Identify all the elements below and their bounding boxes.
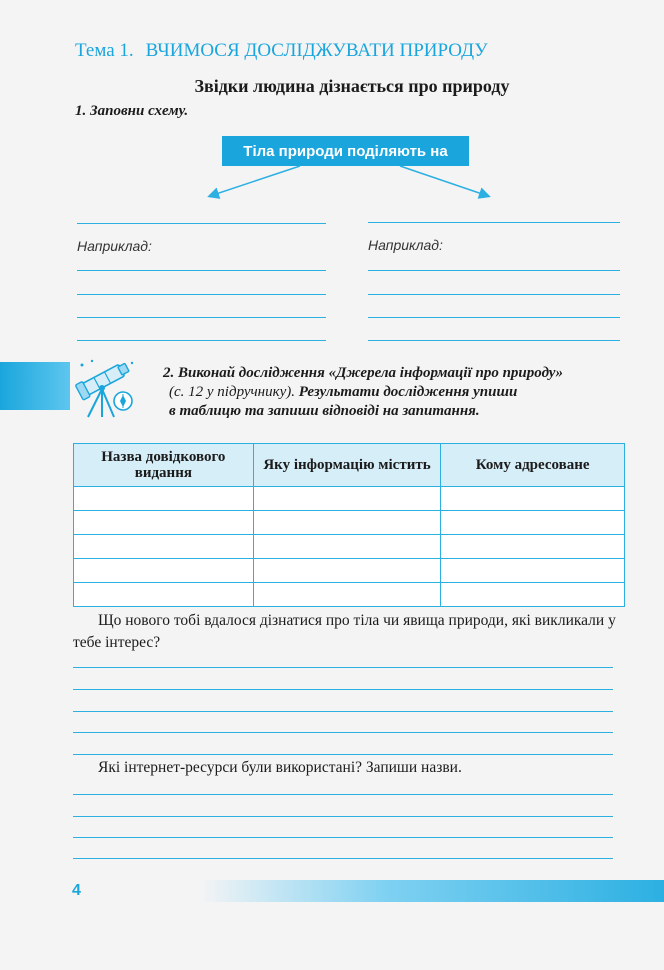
table-cell[interactable] [253,511,441,535]
page-subtitle: Звідки людина дізнається про природу [194,76,510,96]
table-cell[interactable] [253,487,441,511]
topic-number: Тема 1. [75,40,134,61]
answer-line[interactable] [77,223,326,224]
answer-line[interactable] [73,794,613,795]
answer-line[interactable] [368,294,620,295]
col-header-info-content: Яку інформацію містить [253,444,441,487]
answer-line[interactable] [73,858,613,859]
table-cell[interactable] [74,583,254,607]
answer-line[interactable] [368,340,620,341]
scheme-arrows [0,0,664,260]
right-example-label: Наприклад: [368,237,443,253]
side-accent-tab [0,362,70,410]
question-1: Що нового тобі вдалося дізнатися про тіла чи явища природи, які викликали у тебе інтерес? [73,612,616,651]
task2-page-ref: (с. 12 у підручнику). [169,384,296,400]
answer-line[interactable] [77,317,326,318]
col-header-source-name: Назва довідкового видання [74,444,254,487]
topic-title: ВЧИМОСЯ ДОСЛІДЖУВАТИ ПРИРОДУ [145,40,488,61]
answer-line[interactable] [77,340,326,341]
arrow-left [210,166,300,196]
table-cell[interactable] [441,559,625,583]
table-cell[interactable] [253,559,441,583]
arrow-right [400,166,488,196]
scheme-root-box: Тіла природи поділяють на [222,136,469,166]
answer-line[interactable] [77,294,326,295]
table-row [74,487,625,511]
answer-line[interactable] [77,270,326,271]
task2-line2 [163,383,623,402]
table-row [74,535,625,559]
task2-line1: 2. Виконай дослідження «Джерела інформації про природу» [163,365,563,381]
answer-line[interactable] [73,837,613,838]
answer-line[interactable] [73,816,613,817]
table-cell[interactable] [441,487,625,511]
table-cell[interactable] [253,583,441,607]
table-cell[interactable] [253,535,441,559]
table-row [74,559,625,583]
answer-line[interactable] [73,667,613,668]
answer-line[interactable] [73,711,613,712]
table-cell[interactable] [74,511,254,535]
sources-table [73,443,625,607]
footer-accent-bar [200,880,664,902]
answer-line[interactable] [368,270,620,271]
table-row [74,583,625,607]
page-number: 4 [72,882,81,899]
table-cell[interactable] [441,511,625,535]
table-header-row [74,444,625,487]
table-cell[interactable] [441,583,625,607]
answer-line[interactable] [368,222,620,223]
table-cell[interactable] [74,535,254,559]
table-cell[interactable] [74,487,254,511]
task2-instruction [163,364,623,421]
task1-instruction: 1. Заповни схему. [75,103,189,119]
answer-line[interactable] [73,754,613,755]
table-cell[interactable] [441,535,625,559]
telescope-icon [72,357,140,419]
left-example-label: Наприклад: [77,238,152,254]
table-cell[interactable] [74,559,254,583]
task2-line2-bold: Результати дослідження упиши [298,384,518,400]
answer-line[interactable] [368,317,620,318]
question-2: Які інтернет-ресурси були використані? Запиши назви. [98,759,462,776]
col-header-audience: Кому адресоване [441,444,625,487]
table-row [74,511,625,535]
answer-line[interactable] [73,732,613,733]
task2-line3: в таблицю та запиши відповіді на запитання. [169,403,480,419]
answer-line[interactable] [73,689,613,690]
